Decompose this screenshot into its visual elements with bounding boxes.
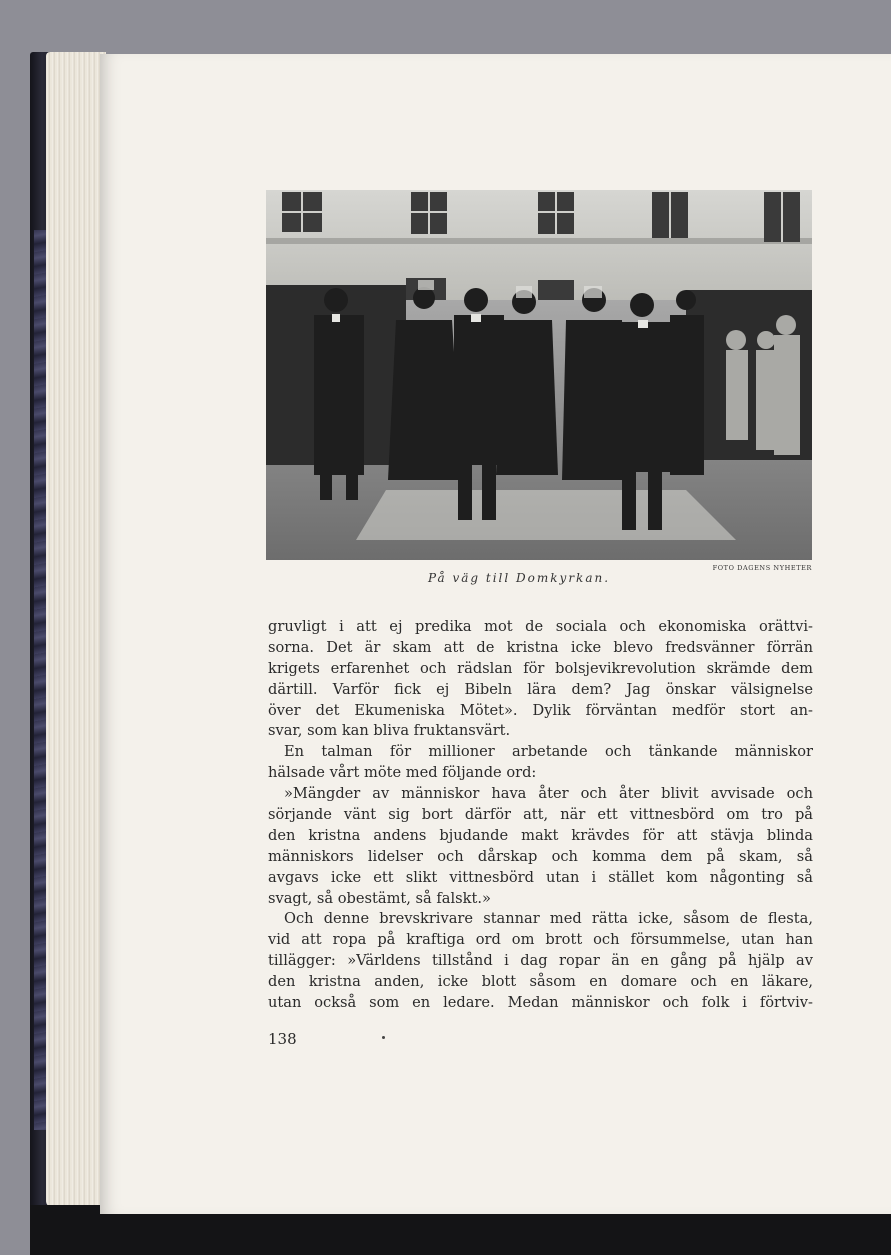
text-line: vid att ropa på kraftiga ord om brott och försummelse, utan han xyxy=(268,931,813,949)
text-line: »Mängder av människor hava åter och åter blivit avvisade och xyxy=(284,785,813,803)
body-text xyxy=(268,617,813,1014)
procession-photograph xyxy=(266,190,812,560)
photo-credit: FOTO DAGENS NYHETER xyxy=(712,564,812,572)
text-line: svagt, så obestämt, så falskt.» xyxy=(268,889,491,907)
text-line: Och denne brevskrivare stannar med rätta icke, såsom de flesta, xyxy=(284,910,813,928)
text-line: svar, som kan bliva fruktansvärt. xyxy=(268,722,511,740)
text-line: därtill. Varför fick ej Bibeln lära dem? Jag önskar välsignelse xyxy=(268,680,813,698)
text-line: människors lidelser och dårskap och komma dem på skam, så xyxy=(268,847,813,865)
text-line: den kristna anden, icke blott såsom en domare och en läkare, xyxy=(268,973,813,991)
text-line: tillägger: »Världens tillstånd i dag ropar än en gång på hjälp av xyxy=(268,952,813,970)
text-line: den kristna andens bjudande makt krävdes för att stävja blinda xyxy=(268,826,813,844)
photo-caption: På väg till Domkyrkan. xyxy=(427,571,611,585)
text-line: En talman för millioner arbetande och tänkande människor xyxy=(284,743,813,761)
text-line: krigets erfarenhet och rädslan för bolsjevikrevolution skrämde dem xyxy=(268,659,813,677)
text-line: avgavs icke ett slikt vittnesbörd utan i stället kom någonting så xyxy=(268,868,813,886)
text-line: gruvligt i att ej predika mot de sociala och ekonomiska orättvi- xyxy=(268,618,813,635)
print-dot xyxy=(382,1036,385,1039)
page-edges xyxy=(46,52,106,1207)
page-number: 138 xyxy=(268,1030,297,1048)
text-line: hälsade vårt möte med följande ord: xyxy=(268,764,537,782)
text-line: utan också som en ledare. Medan människor och folk i förtviv- xyxy=(268,994,813,1012)
text-line: över det Ekumeniska Mötet». Dylik förväntan medför stort an- xyxy=(268,701,813,719)
text-line: sorna. Det är skam att de kristna icke blevo fredsvänner förrän xyxy=(268,638,813,656)
text-line: sörjande vänt sig bort därför att, när ett vittnesbörd om tro på xyxy=(268,806,813,824)
photograph-icon xyxy=(266,190,812,560)
